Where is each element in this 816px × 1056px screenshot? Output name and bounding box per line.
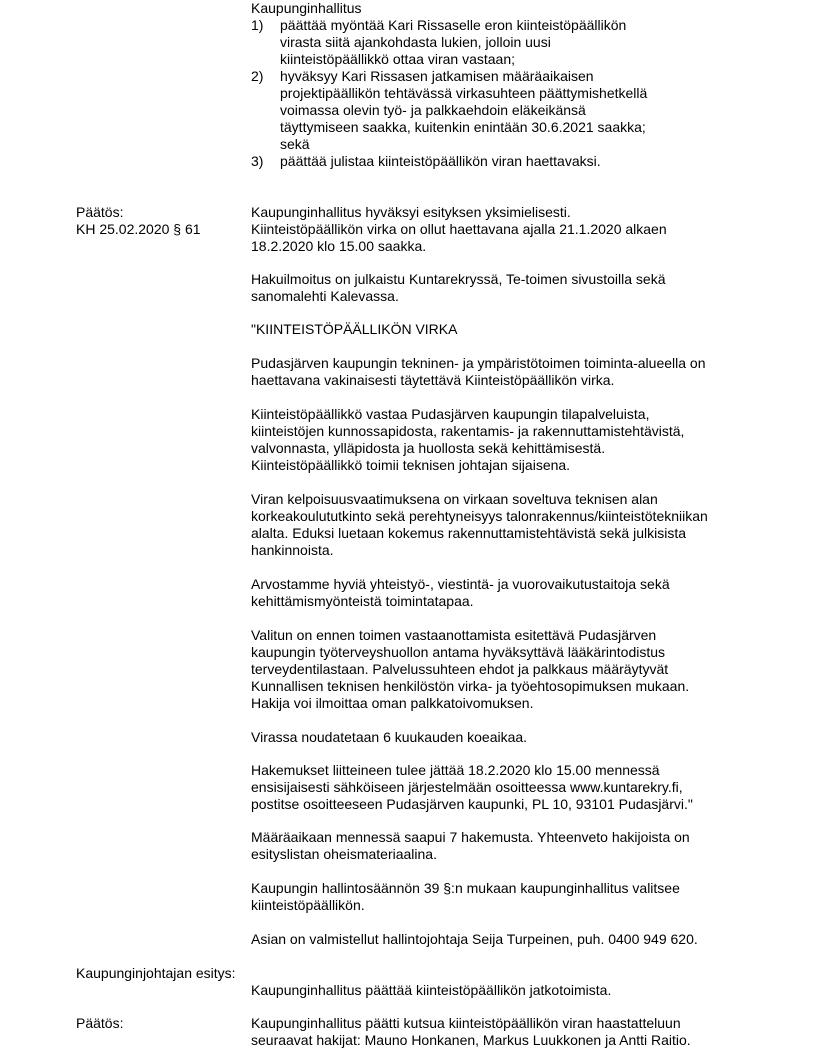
decision-reference: KH 25.02.2020 § 61 bbox=[76, 221, 201, 237]
text-line: 18.2.2020 klo 15.00 saakka. bbox=[251, 238, 427, 254]
paragraph bbox=[251, 271, 751, 305]
item-number: 1) bbox=[251, 17, 264, 33]
proposal-header: Kaupunginhallitus bbox=[251, 0, 362, 16]
item-number: 3) bbox=[251, 153, 264, 169]
paragraph bbox=[251, 576, 751, 610]
text-line: Kiinteistöpäällikön virka on ollut haettavana ajalla 21.1.2020 alkaen bbox=[251, 221, 667, 237]
text-line: Kaupungin hallintosäännön 39 §:n mukaan kaupunginhallitus valitsee bbox=[251, 880, 680, 896]
text-line: Kiinteistöpäällikkö toimii teknisen johtajan sijaisena. bbox=[251, 457, 571, 473]
text-line: Määräaikaan mennessä saapui 7 hakemusta. Yhteenveto hakijoista on bbox=[251, 829, 690, 845]
text-line: kaupungin työterveyshuollon antama hyväksyttävä lääkärintodistus bbox=[251, 644, 666, 660]
item-line: voimassa olevin työ- ja palkkaehdoin eläkeikänsä bbox=[280, 102, 586, 118]
item-line: virasta siitä ajankohdasta lukien, jolloin uusi bbox=[280, 34, 551, 50]
item-line: projektipäällikön tehtävässä virkasuhteen päättymishetkellä bbox=[280, 85, 648, 101]
decision-label: Päätös: bbox=[76, 1015, 124, 1031]
paragraph bbox=[251, 880, 751, 914]
text-line: Virassa noudatetaan 6 kuukauden koeaikaa. bbox=[251, 729, 528, 745]
text-line: haettavana vakinaisesti täytettävä Kiinteistöpäällikön virka. bbox=[251, 372, 615, 388]
decision-label: Päätös: bbox=[76, 204, 124, 220]
text-line: alalta. Eduksi luetaan kokemus rakennuttamistehtävistä sekä julkisista bbox=[251, 525, 686, 541]
item-line: hyväksyy Kari Rissasen jatkamisen määräaikaisen bbox=[280, 68, 594, 84]
text-line: valvonnasta, ylläpidosta ja huollosta sekä kehittämisestä. bbox=[251, 440, 606, 456]
proposal-list bbox=[251, 17, 751, 170]
mayor-proposal-label: Kaupunginjohtajan esitys: bbox=[76, 965, 236, 981]
paragraph bbox=[251, 829, 751, 863]
paragraph bbox=[251, 355, 751, 389]
text-line: korkeakoulututkinto sekä perehtyneisyys talonrakennus/kiinteistötekniikan bbox=[251, 508, 708, 524]
text-line: hankinnoista. bbox=[251, 542, 334, 558]
item-line: sekä bbox=[280, 136, 310, 152]
text-line: Arvostamme hyviä yhteistyö-, viestintä- ja vuorovaikutustaitoja sekä bbox=[251, 576, 670, 592]
text-line: Hakemukset liitteineen tulee jättää 18.2.2020 klo 15.00 mennessä bbox=[251, 762, 660, 778]
section-heading: "KIINTEISTÖPÄÄLLIKÖN VIRKA bbox=[251, 321, 458, 337]
item-line: kiinteistöpäällikkö ottaa viran vastaan; bbox=[280, 51, 516, 67]
text-line: kiinteistöjen kunnossapidosta, rakentamis- ja rakennuttamistehtävistä, bbox=[251, 423, 685, 439]
text-line: postitse osoitteeseen Pudasjärven kaupunki, PL 10, 93101 Pudasjärvi." bbox=[251, 796, 693, 812]
item-number: 2) bbox=[251, 68, 264, 84]
text-line: esityslistan oheismateriaalina. bbox=[251, 846, 437, 862]
text-line: seuraavat hakijat: Mauno Honkanen, Markus Luukkonen ja Antti Raitio. bbox=[251, 1032, 691, 1048]
text-line: Asian on valmistellut hallintojohtaja Seija Turpeinen, puh. 0400 949 620. bbox=[251, 931, 698, 947]
text-line: Kunnallisen teknisen henkilöstön virka- ja työehtosopimuksen mukaan. bbox=[251, 678, 690, 694]
paragraph bbox=[251, 204, 751, 255]
text-line: Hakija voi ilmoittaa oman palkkatoivomuksen. bbox=[251, 695, 534, 711]
proposal-item bbox=[251, 153, 751, 170]
text-line: Viran kelpoisuusvaatimuksena on virkaan soveltuva teknisen alan bbox=[251, 491, 658, 507]
text-line: Pudasjärven kaupungin tekninen- ja ympäristötoimen toiminta-alueella on bbox=[251, 355, 706, 371]
text-line: Valitun on ennen toimen vastaanottamista esitettävä Pudasjärven bbox=[251, 627, 657, 643]
text-line: Hakuilmoitus on julkaistu Kuntarekryssä, Te-toimen sivustoilla sekä bbox=[251, 271, 666, 287]
text-line: Kiinteistöpäällikkö vastaa Pudasjärven kaupungin tilapalveluista, bbox=[251, 406, 650, 422]
text-line: terveydentilastaan. Palvelussuhteen ehdot ja palkkaus määräytyvät bbox=[251, 661, 669, 677]
mayor-proposal-text: Kaupunginhallitus päättää kiinteistöpäällikön jatkotoimista. bbox=[251, 982, 612, 998]
text-line: Kaupunginhallitus päätti kutsua kiinteistöpäällikön viran haastatteluun bbox=[251, 1015, 681, 1031]
text-line: Kaupunginhallitus hyväksyi esityksen yksimielisesti. bbox=[251, 204, 571, 220]
item-line: päättää myöntää Kari Rissaselle eron kiinteistöpäällikön bbox=[280, 17, 627, 33]
paragraph bbox=[251, 762, 751, 813]
proposal-item bbox=[251, 17, 751, 68]
paragraph bbox=[251, 729, 751, 746]
paragraph bbox=[251, 1015, 751, 1049]
item-line: täyttymiseen saakka, kuitenkin enintään 30.6.2021 saakka; bbox=[280, 119, 646, 135]
paragraph bbox=[251, 931, 751, 948]
text-line: kehittämismyönteistä toimintatapaa. bbox=[251, 593, 474, 609]
text-line: kiinteistöpäällikön. bbox=[251, 897, 365, 913]
paragraph bbox=[251, 321, 751, 338]
paragraph bbox=[251, 406, 751, 474]
item-line: päättää julistaa kiinteistöpäällikön viran haettavaksi. bbox=[280, 153, 601, 169]
paragraph bbox=[251, 491, 751, 559]
proposal-item bbox=[251, 68, 751, 153]
text-line: ensisijaisesti sähköiseen järjestelmään osoitteessa www.kuntarekry.fi, bbox=[251, 779, 683, 795]
text-line: sanomalehti Kalevassa. bbox=[251, 288, 399, 304]
paragraph bbox=[251, 627, 751, 712]
